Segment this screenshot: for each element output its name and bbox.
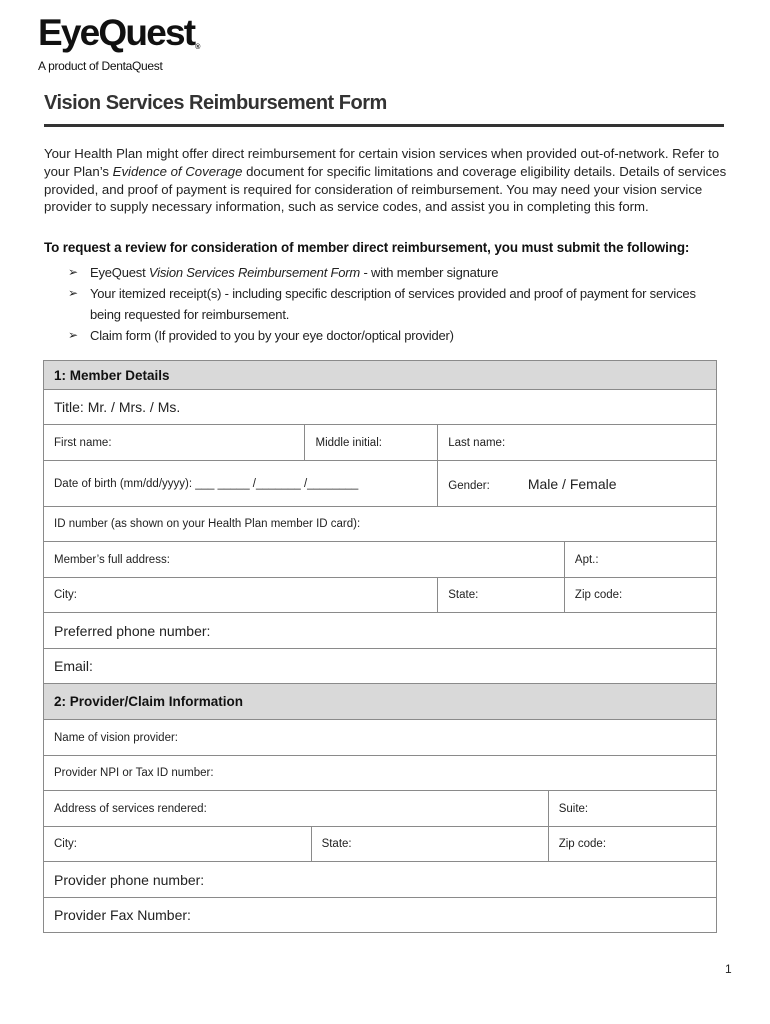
gender-field[interactable] (438, 461, 717, 507)
requirements-heading: To request a review for consideration of member direct reimbursement, you must submit the following: (44, 240, 690, 255)
reimbursement-form-table (43, 360, 717, 933)
intro-emphasis: Evidence of Coverage (112, 163, 243, 179)
provider-zip-field[interactable]: Zip code: (548, 827, 716, 862)
intro-text-1: Your Health Plan might offer direct reimbursement for certain vision services when provided out-of-network. Refer to your Plan’s (44, 146, 720, 179)
apt-field[interactable]: Apt.: (564, 542, 716, 578)
middle-initial-field[interactable]: Middle initial: (305, 425, 438, 461)
req-item1-suffix: - with member signature (360, 265, 499, 280)
provider-city-field[interactable]: City: (44, 827, 312, 862)
list-item (68, 283, 708, 325)
member-city-field[interactable]: City: (44, 578, 438, 613)
registered-mark: ® (195, 44, 201, 51)
provider-name-field[interactable]: Name of vision provider: (44, 720, 717, 756)
title-divider (44, 124, 724, 127)
preferred-phone-field[interactable]: Preferred phone number: (44, 613, 717, 649)
title-field[interactable]: Title: Mr. / Mrs. / Ms. (44, 390, 717, 425)
arrow-bullet-icon: ➢ (68, 328, 78, 342)
section-header-provider-claim: 2: Provider/Claim Information (44, 684, 717, 720)
req-item1-prefix: EyeQuest (90, 265, 149, 280)
id-number-field[interactable]: ID number (as shown on your Health Plan member ID card): (44, 507, 717, 542)
member-address-field[interactable]: Member’s full address: (44, 542, 565, 578)
req-item1-emphasis: Vision Services Reimbursement Form (148, 265, 361, 280)
eyequest-logo (38, 14, 200, 51)
member-zip-field[interactable]: Zip code: (564, 578, 716, 613)
service-address-field[interactable]: Address of services rendered: (44, 791, 549, 827)
gender-options[interactable]: Male / Female (527, 475, 617, 492)
email-field[interactable]: Email: (44, 649, 717, 684)
page-title: Vision Services Reimbursement Form (44, 92, 387, 114)
list-item (68, 325, 708, 346)
req-item3-text: Claim form (If provided to you by your eye doctor/optical provider) (90, 328, 454, 343)
arrow-bullet-icon: ➢ (68, 286, 78, 300)
list-item (68, 262, 708, 283)
last-name-field[interactable]: Last name: (438, 425, 717, 461)
req-item2-text: Your itemized receipt(s) - including specific description of services provided and proof of payment for services being requested for reimbursement. (90, 286, 696, 322)
first-name-field[interactable]: First name: (44, 425, 305, 461)
logo-text: EyeQuest (38, 12, 195, 53)
gender-label: Gender: (448, 479, 490, 492)
date-of-birth-field[interactable]: Date of birth (mm/dd/yyyy): ___ _____ /_______ /________ (44, 461, 438, 507)
provider-state-field[interactable]: State: (311, 827, 548, 862)
tagline: A product of DentaQuest (38, 59, 163, 73)
intro-text-2: document for specific limitations and coverage eligibility details. Details of services provided, and proof of payment is required for consideration of reimbursement. You may need your vision service provider to supply necessary information, such as service codes, and assist you in completing this form. (44, 163, 727, 215)
page-number: 1 (725, 962, 732, 976)
section-header-member-details: 1: Member Details (44, 361, 717, 390)
provider-phone-field[interactable]: Provider phone number: (44, 862, 717, 898)
provider-fax-field[interactable]: Provider Fax Number: (44, 898, 717, 933)
member-state-field[interactable]: State: (438, 578, 565, 613)
intro-paragraph (44, 145, 734, 216)
provider-npi-field[interactable]: Provider NPI or Tax ID number: (44, 756, 717, 791)
arrow-bullet-icon: ➢ (68, 265, 78, 279)
suite-field[interactable]: Suite: (548, 791, 716, 827)
requirements-list (68, 262, 708, 346)
